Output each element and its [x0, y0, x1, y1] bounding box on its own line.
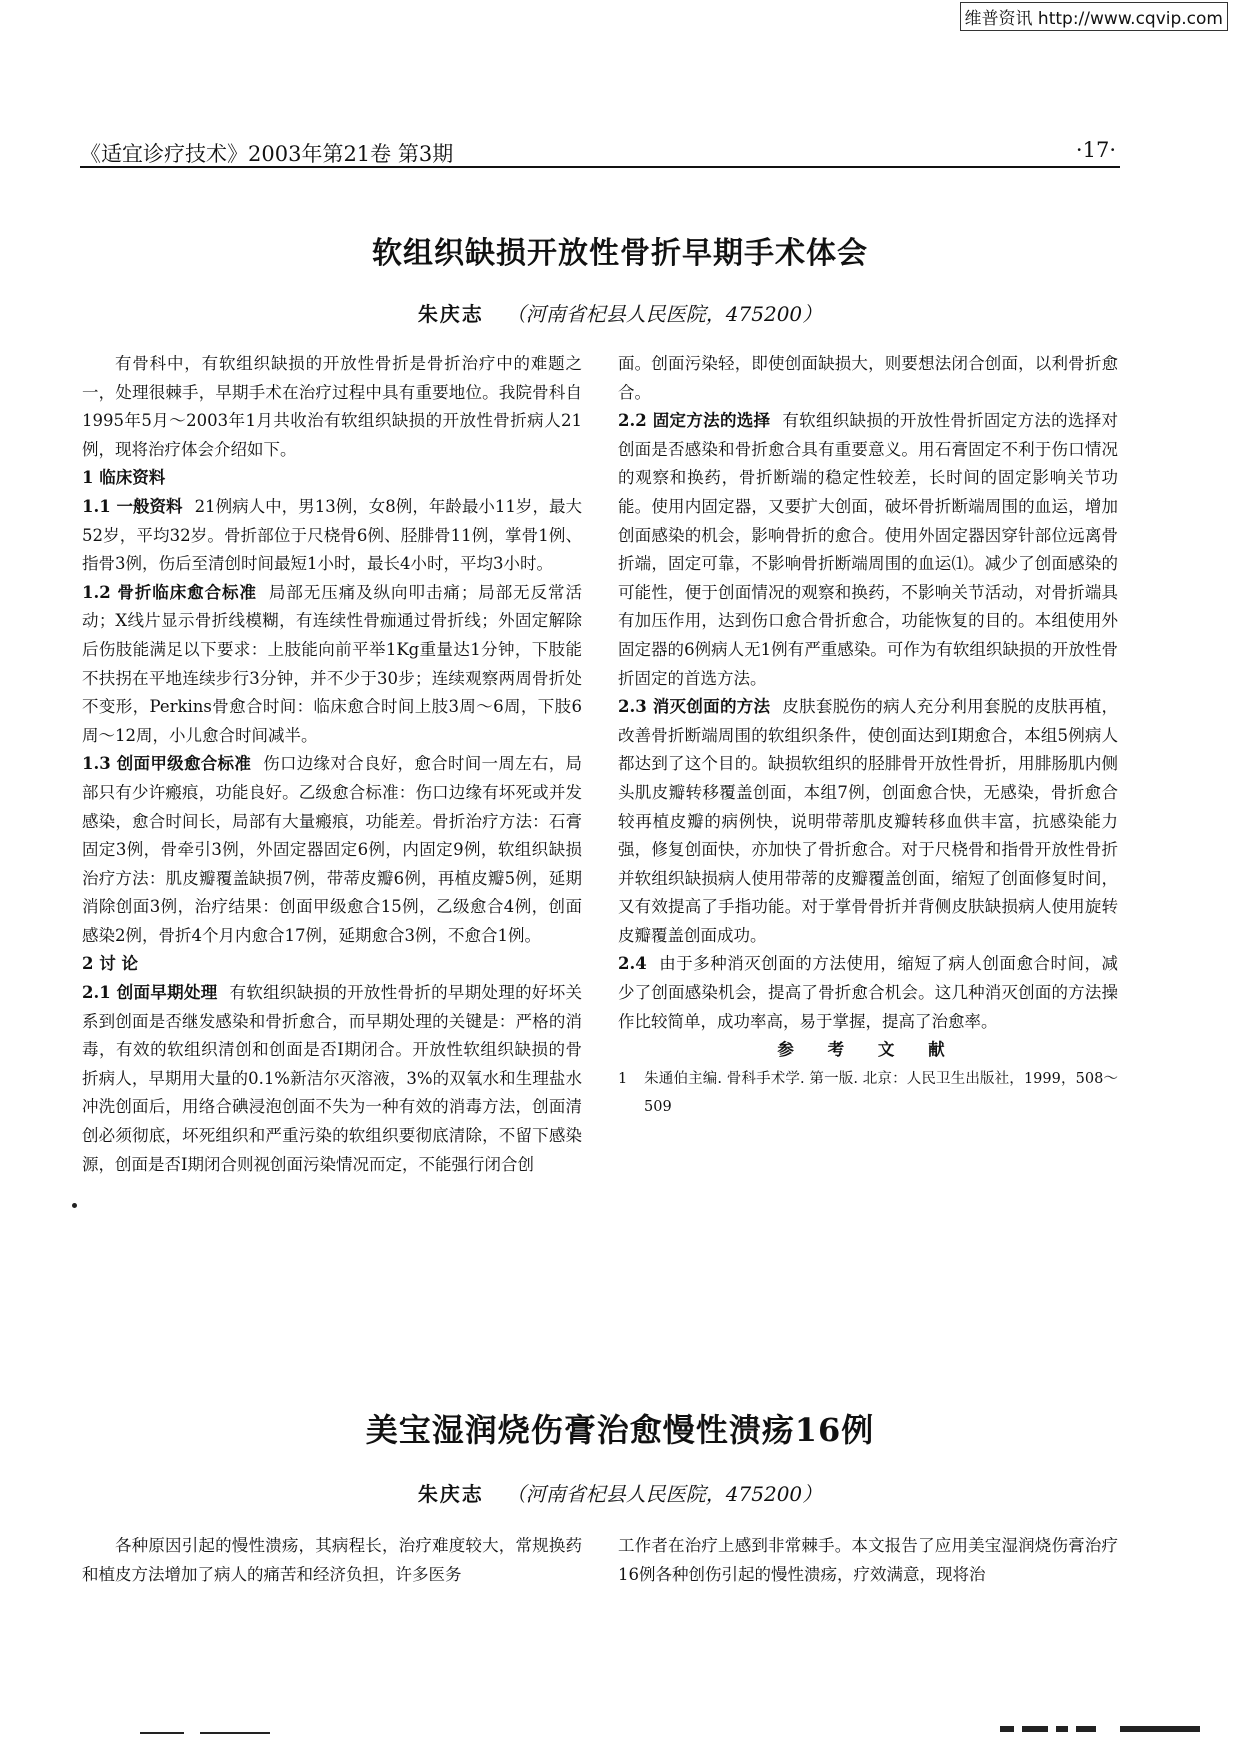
subsection-text: 有软组织缺损的开放性骨折固定方法的选择对创面是否感染和骨折愈合具有重要意义。用石膏固定不利于伤口情况的观察和换药，骨折断端的稳定性较差，长时间的固定影响关节功能。使用内固定器，又要扩大创面，破坏骨折断端周围的血运，增加创面感染的机会，影响骨折的愈合。使用外固定器因穿针部位远离骨折端，固定可靠，不影响骨折断端周围的血运⑴。减少了创面感染的可能性，便于创面情况的观察和换药，不影响关节活动，对骨折端具有加压作用，达到伤口愈合骨折愈合，功能恢复的目的。本组使用外固定器的6例病人无1例有严重感染。可作为有软组织缺损的开放性骨折固定的首选方法。: [618, 411, 1119, 688]
subsection-heading: 2.1 创面早期处理: [82, 983, 218, 1003]
page-number: ·17·: [1075, 138, 1116, 162]
scan-speck: [72, 1203, 77, 1208]
reference-text: 朱通伯主编. 骨科手术学. 第一版. 北京：人民卫生出版社，1999，508～509: [644, 1070, 1118, 1115]
scan-edge-marks: [0, 1726, 1240, 1740]
intro-paragraph: 有骨科中，有软组织缺损的开放性骨折是骨折治疗中的难题之一，处理很棘手，早期手术在治疗过程中具有重要地位。我院骨科自1995年5月～2003年1月共收治有软组织缺损的开放性骨折病人21例，现将治疗体会介绍如下。: [82, 354, 582, 459]
subsection-heading: 2.3 消灭创面的方法: [618, 697, 771, 717]
author-name-2: 朱庆志: [417, 1482, 484, 1506]
article-byline-2: [0, 1478, 1240, 1507]
subsection-text: 由于多种消灭创面的方法使用，缩短了病人创面愈合时间，减少了创面感染机会，提高了骨折愈合机会。这几种消灭创面的方法操作比较简单，成功率高，易于掌握，提高了治愈率。: [618, 954, 1118, 1031]
continued-paragraph-2: 工作者在治疗上感到非常棘手。本文报告了应用美宝湿润烧伤膏治疗16例各种创伤引起的慢性溃疡，疗效满意，现将治: [618, 1536, 1118, 1584]
section-heading: 1 临床资料: [82, 468, 166, 488]
intro-paragraph-2: 各种原因引起的慢性溃疡，其病程长，治疗难度较大，常规换药和植皮方法增加了病人的痛苦和经济负担，许多医务: [82, 1536, 582, 1584]
subsection-text: 21例病人中，男13例，女8例，年龄最小11岁，最大52岁，平均32岁。骨折部位于尺桡骨6例、胫腓骨11例，掌骨1例、指骨3例，伤后至清创时间最短1小时，最长4小时，平均3小时。: [82, 496, 582, 574]
right-column-2: [618, 1532, 1118, 1589]
subsection-text: 局部无压痛及纵向叩击痛；局部无反常活动；X线片显示骨折线模糊，有连续性骨痂通过骨折线；外固定解除后伤肢能满足以下要求：上肢能向前平举1Kg重量达1分钟，下肢能不扶拐在平地连续步行3分钟，并不少于30步；连续观察两周骨折处不变形，Perkins骨愈合时间：临床愈合时间上肢3周～6周，下肢6周～12周，小儿愈合时间减半。: [82, 582, 583, 745]
left-column-2: [82, 1532, 582, 1589]
article-byline: [0, 298, 1240, 327]
subsection-paragraph: [82, 750, 582, 950]
subsection-heading: 1.1 一般资料: [82, 496, 183, 516]
subsection-heading: 2.4: [618, 954, 647, 974]
subsection-heading: 1.3 创面甲级愈合标准: [82, 754, 252, 774]
article-title: 软组织缺损开放性骨折早期手术体会: [372, 236, 868, 271]
author-affiliation: （河南省杞县人民医院，475200）: [505, 302, 823, 326]
subsection-heading: 1.2 骨折临床愈合标准: [82, 582, 257, 602]
running-header: [80, 130, 1120, 168]
subsection-paragraph: [618, 950, 1118, 1036]
left-column: [82, 350, 582, 1179]
subsection-text: 皮肤套脱伤的病人充分利用套脱的皮肤再植，改善骨折断端周围的软组织条件，使创面达到Ⅰ期愈合，本组5例病人都达到了这个目的。缺损软组织的胫腓骨开放性骨折，用腓肠肌内侧头肌皮瓣转移覆盖创面，本组7例，创面愈合快，无感染，骨折愈合较再植皮瓣的病例快，说明带蒂肌皮瓣转移血供丰富，抗感染能力强，修复创面快，亦加快了骨折愈合。对于尺桡骨和指骨开放性骨折并软组织缺损病人使用带蒂的皮瓣覆盖创面，缩短了创面修复时间，又有效提高了手指功能。对于掌骨骨折并背侧皮肤缺损病人使用旋转皮瓣覆盖创面成功。: [618, 697, 1119, 945]
subsection-paragraph: [82, 979, 582, 1179]
continued-paragraph: 面。创面污染轻，即使创面缺损大，则要想法闭合创面，以利骨折愈合。: [618, 354, 1118, 402]
reference-item: [618, 1065, 1118, 1121]
subsection-text: 有软组织缺损的开放性骨折的早期处理的好坏关系到创面是否继发感染和骨折愈合，而早期处理的关键是：严格的消毒，有效的软组织清创和创面是否Ⅰ期闭合。开放性软组织缺损的骨折病人，早期用大量的0.1%新洁尔灭溶液，3%的双氧水和生理盐水冲洗创面后，用络合碘浸泡创面不失为一种有效的消毒方法，创面清创必须彻底，坏死组织和严重污染的软组织要彻底清除，不留下感染源，创面是否Ⅰ期闭合则视创面污染情况而定，不能强行闭合创: [82, 983, 583, 1174]
reference-number: 1: [618, 1070, 628, 1087]
subsection-paragraph: [82, 579, 582, 751]
subsection-paragraph: [82, 493, 582, 579]
references-heading: 参 考 文 献: [777, 1040, 959, 1060]
author-affiliation-2: （河南省杞县人民医院，475200）: [505, 1482, 823, 1506]
subsection-paragraph: [618, 407, 1118, 693]
subsection-paragraph: [618, 693, 1118, 950]
author-name: 朱庆志: [417, 302, 484, 326]
section-heading: 2 讨 论: [82, 954, 138, 974]
subsection-text: 伤口边缘对合良好，愈合时间一周左右，局部只有少许瘢痕，功能良好。乙级愈合标准：伤口边缘有坏死或并发感染，愈合时间长，局部有大量瘢痕，功能差。骨折治疗方法：石膏固定3例，骨牵引3例，外固定器固定6例，内固定9例，软组织缺损治疗方法：肌皮瓣覆盖缺损7例，带蒂皮瓣6例，再植皮瓣5例，延期消除创面3例，治疗结果：创面甲级愈合15例，乙级愈合4例，创面感染2例，骨折4个月内愈合17例，延期愈合3例，不愈合1例。: [82, 754, 583, 945]
right-column: [618, 350, 1118, 1121]
subsection-heading: 2.2 固定方法的选择: [618, 411, 771, 431]
article-title-2: 美宝湿润烧伤膏治愈慢性溃疡16例: [365, 1411, 875, 1449]
source-watermark: 维普资讯 http://www.cqvip.com: [960, 2, 1228, 31]
journal-citation: 《适宜诊疗技术》2003年第21卷 第3期: [80, 142, 454, 166]
